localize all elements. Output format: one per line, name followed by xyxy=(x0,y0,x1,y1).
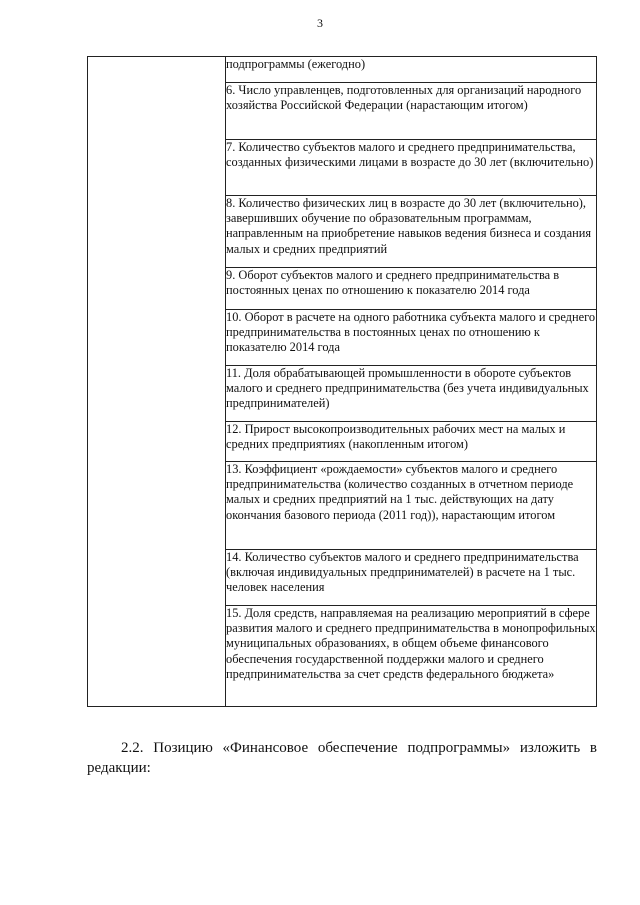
table-cell: 6. Число управленцев, подготовленных для организаций народного хозяйства Российской Федерации (нарастающим итогом) xyxy=(226,83,597,140)
table-cell: 9. Оборот субъектов малого и среднего предпринимательства в постоянных ценах по отношению к показателю 2014 года xyxy=(226,268,597,310)
body-paragraph xyxy=(87,738,597,778)
table-row xyxy=(88,57,597,83)
table-cell: 10. Оборот в расчете на одного работника субъекта малого и среднего предпринимательства в постоянных ценах по отношению к показателю 2014 года xyxy=(226,310,597,366)
table-cell: 8. Количество физических лиц в возрасте до 30 лет (включительно), завершивших обучение по образовательным программам, направленным на приобретение навыков ведения бизнеса и создания малых и средних предприятий xyxy=(226,196,597,268)
page-number: 3 xyxy=(317,16,323,30)
table-cell: 11. Доля обрабатывающей промышленности в обороте субъектов малого и среднего предпринимательства (без учета индивидуальных предпринимателей) xyxy=(226,366,597,422)
table-cell: 14. Количество субъектов малого и среднего предпринимательства (включая индивидуальных предпринимателей) в расчете на 1 тыс. человек населения xyxy=(226,550,597,606)
table-cell: 13. Коэффициент «рождаемости» субъектов малого и среднего предпринимательства (количество созданных в отчетном периоде малых и средних предприятий на 1 тыс. действующих на дату окончания базового периода (2011 год)), нарастающим итогом xyxy=(226,462,597,550)
table-cell: 12. Прирост высокопроизводительных рабочих мест на малых и средних предприятиях (накопленным итогом) xyxy=(226,422,597,462)
paragraph-text: 2.2. Позицию «Финансовое обеспечение подпрограммы» изложить в редакции: xyxy=(87,740,597,776)
table-cell: подпрограммы (ежегодно) xyxy=(226,57,597,83)
table-left-column xyxy=(88,57,226,707)
table-cell: 15. Доля средств, направляемая на реализацию мероприятий в сфере развития малого и среднего предпринимательства в монопрофильных муниципальных образованиях, в общем объеме финансового обеспечения государственной поддержки малого и среднего предпринимательства за счет средств федерального бюджета» xyxy=(226,606,597,707)
indicators-table xyxy=(87,56,597,707)
table-cell: 7. Количество субъектов малого и среднего предпринимательства, созданных физическими лицами в возрасте до 30 лет (включительно) xyxy=(226,140,597,196)
